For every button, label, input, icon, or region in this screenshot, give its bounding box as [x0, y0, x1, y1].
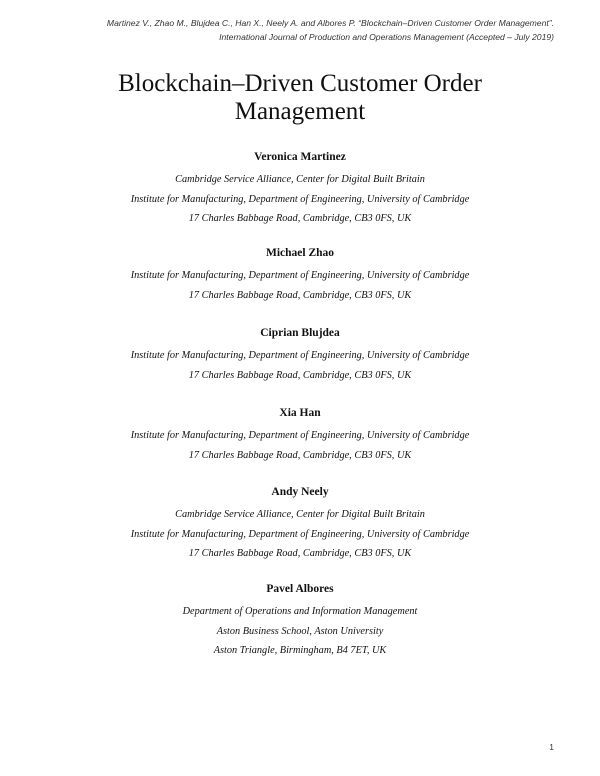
author-affiliation: Institute for Manufacturing, Department of Engineering, University of Cambridge: [130, 193, 470, 205]
author-affiliation: Institute for Manufacturing, Department of Engineering, University of Cambridge: [130, 430, 470, 441]
running-head: [14, 16, 554, 44]
running-head-line-1: Martinez V., Zhao M., Blujdea C., Han X., Neely A. and Albores P. “Blockchain–Driven Customer Order Management”.: [106, 18, 554, 28]
author-block: [0, 406, 600, 465]
author-affiliation: 17 Charles Babbage Road, Cambridge, CB3 0FS, UK: [188, 369, 412, 381]
author-name: Veronica Martinez: [254, 151, 346, 163]
author-affiliation: Institute for Manufacturing, Department of Engineering, University of Cambridge: [130, 350, 470, 361]
author-name: Xia Han: [279, 407, 321, 419]
author-affiliation: 17 Charles Babbage Road, Cambridge, CB3 0FS, UK: [188, 289, 412, 301]
author-affiliation: 17 Charles Babbage Road, Cambridge, CB3 0FS, UK: [188, 548, 412, 559]
author-name: Pavel Albores: [266, 583, 334, 595]
running-head-line-2: International Journal of Production and Operations Management (Accepted – July 2019): [219, 32, 554, 42]
author-affiliation: Cambridge Service Alliance, Center for Digital Built Britain: [175, 174, 425, 185]
author-affiliation: 17 Charles Babbage Road, Cambridge, CB3 0FS, UK: [188, 449, 412, 461]
author-affiliation: 17 Charles Babbage Road, Cambridge, CB3 0FS, UK: [188, 213, 412, 224]
author-block: [0, 326, 600, 385]
author-affiliation: Aston Triangle, Birmingham, B4 7ET, UK: [213, 645, 387, 656]
author-affiliation: Institute for Manufacturing, Department of Engineering, University of Cambridge: [130, 270, 470, 281]
author-block: [0, 582, 600, 661]
page-number: 1: [549, 742, 554, 752]
author-affiliation: Institute for Manufacturing, Department of Engineering, University of Cambridge: [130, 528, 470, 540]
paper-title-line-2: Management: [234, 98, 366, 125]
author-affiliation: Department of Operations and Information Management: [182, 606, 418, 617]
author-affiliation: Cambridge Service Alliance, Center for Digital Built Britain: [175, 509, 425, 520]
author-block: [0, 485, 600, 564]
author-block: [0, 150, 600, 229]
paper-title-line-1: Blockchain–Driven Customer Order: [118, 70, 482, 97]
author-affiliation: Aston Business School, Aston University: [216, 625, 384, 637]
paper-title: [0, 70, 600, 126]
author-block: [0, 246, 600, 305]
author-name: Andy Neely: [271, 486, 329, 498]
author-name: Ciprian Blujdea: [260, 327, 340, 339]
author-name: Michael Zhao: [265, 247, 335, 259]
